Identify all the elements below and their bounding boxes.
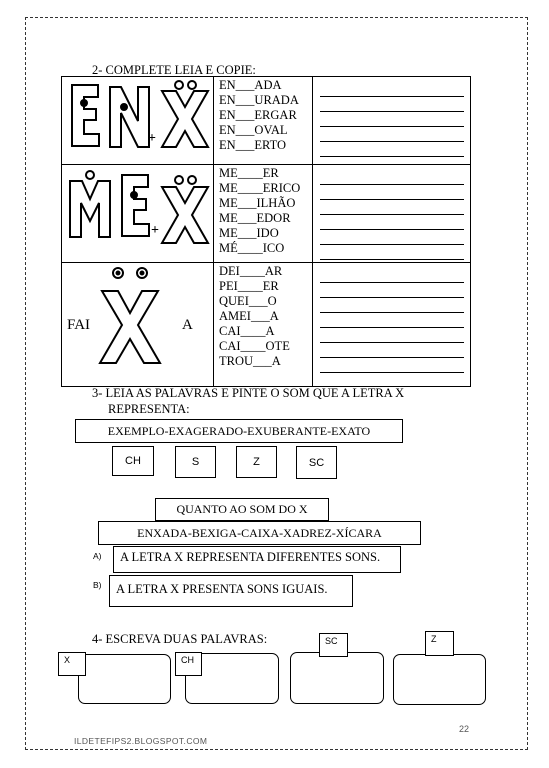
sound-box-s[interactable]: S [175,446,216,478]
copy-line[interactable] [320,170,464,185]
syllable-item: EN___OVAL [219,123,288,137]
syllable-item: ME____ER [219,166,279,180]
option-a-label: A) [93,551,102,561]
copy-lines-me [313,165,471,263]
page-number: 22 [459,724,470,734]
syllable-item: CAI____OTE [219,339,290,353]
syllable-item: ME___ILHÃO [219,196,296,210]
copy-line[interactable] [320,328,464,343]
tag-z: Z [425,631,454,656]
copy-line[interactable] [320,283,464,298]
blog-url: ILDETEFIPS2.BLOGSPOT.COM [74,736,208,746]
tag-x: X [58,652,86,676]
syllable-item: PEI____ER [219,279,279,293]
copy-line[interactable] [320,97,464,112]
tag-sc: SC [319,633,348,657]
copy-line[interactable] [320,142,464,157]
syllable-item: EN___ADA [219,78,282,92]
sound-box-sc[interactable]: SC [296,446,337,479]
exercise-4-title: 4- ESCREVA DUAS PALAVRAS: [92,632,268,646]
syllable-item: DEI____AR [219,264,283,278]
words-box-2: ENXADA-BEXIGA-CAIXA-XADREZ-XÍCARA [98,521,421,545]
write-box-z[interactable] [393,654,486,705]
syllable-item: ME____ERICO [219,181,301,195]
copy-line[interactable] [320,313,464,328]
plus-sign: + [148,131,156,146]
words-box-1: EXEMPLO-EXAGERADO-EXUBERANTE-EXATO [75,419,403,443]
write-box-x[interactable] [78,654,171,704]
copy-line[interactable] [320,185,464,200]
plus-sign: + [151,223,159,238]
quanto-box: QUANTO AO SOM DO X [155,498,329,521]
syllable-item: MÉ____ICO [219,241,285,255]
syllable-item: ME___EDOR [219,211,291,225]
exercise-3-title-line2: REPRESENTA: [108,402,190,416]
option-b-box[interactable]: A LETRA X PRESENTA SONS IGUAIS. [109,575,353,607]
copy-line[interactable] [320,268,464,283]
syllables-me [214,165,313,263]
sound-box-ch[interactable]: CH [112,446,154,476]
syllable-item: CAI____A [219,324,275,338]
image-en-x [62,77,214,165]
syllable-item: QUEI___O [219,294,277,308]
copy-line[interactable] [320,215,464,230]
syllable-item: ME___IDO [219,226,279,240]
syllable-item: EN___ERTO [219,138,287,152]
copy-line[interactable] [320,230,464,245]
syllable-item: AMEI___A [219,309,279,323]
copy-lines-ei [313,263,471,387]
syllables-en [214,77,313,165]
syllable-item: EN___ERGAR [219,108,297,122]
exercise-2-title: 2- COMPLETE LEIA E COPIE: [92,63,256,77]
copy-lines-en [313,77,471,165]
exercise-2-table [61,76,471,387]
syllable-item: EN___URADA [219,93,299,107]
syllable-item: TROU___A [219,354,281,368]
faixa-suffix: A [182,317,193,333]
copy-line[interactable] [320,112,464,127]
option-b-label: B) [93,580,102,590]
sound-box-z[interactable]: Z [236,446,277,478]
exercise-3-title-line1: 3- LEIA AS PALAVRAS E PINTE O SOM QUE A LETRA X [92,386,405,400]
copy-line[interactable] [320,200,464,215]
faixa-prefix: FAI [67,317,91,333]
write-box-sc[interactable] [290,652,384,704]
tag-ch: CH [175,652,202,676]
image-faixa [62,263,214,387]
syllables-ei [214,263,313,387]
copy-line[interactable] [320,298,464,313]
option-a-box[interactable]: A LETRA X REPRESENTA DIFERENTES SONS. [113,546,401,573]
copy-line[interactable] [320,245,464,260]
copy-line[interactable] [320,82,464,97]
image-me-x [62,165,214,263]
copy-line[interactable] [320,358,464,373]
copy-line[interactable] [320,343,464,358]
copy-line[interactable] [320,127,464,142]
